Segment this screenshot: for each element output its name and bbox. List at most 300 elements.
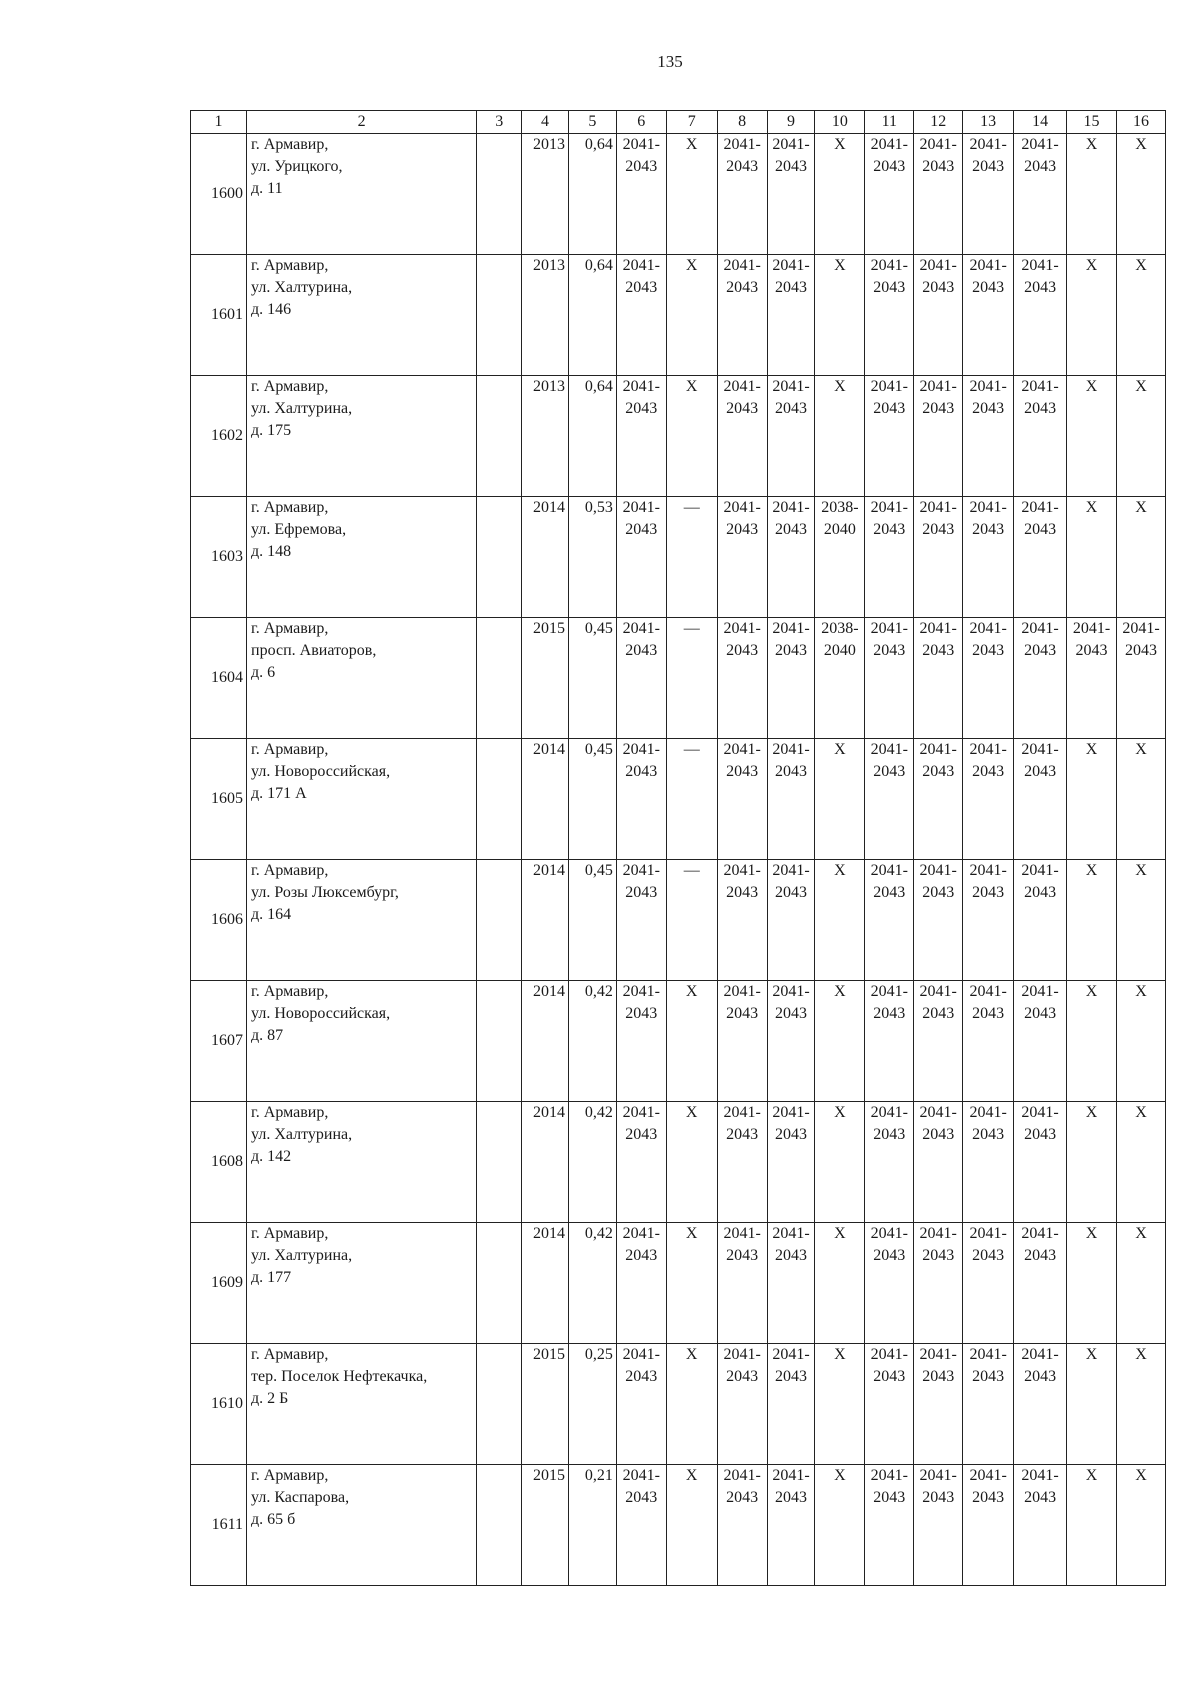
cell-c3 — [477, 1344, 522, 1465]
cell-line: X — [1135, 257, 1147, 274]
cell-line: 2041- — [969, 741, 1007, 758]
column-number-row — [191, 111, 1166, 134]
cell-line: д. 164 — [251, 906, 292, 923]
cell-c11 — [865, 1102, 914, 1223]
cell-line: X — [834, 1225, 846, 1242]
cell-line: 2041- — [1021, 1467, 1059, 1484]
cell-line: 2041- — [723, 1104, 761, 1121]
cell-c6 — [616, 376, 666, 497]
cell-c15 — [1067, 134, 1117, 255]
cell-c9 — [767, 860, 815, 981]
cell-line: 2043 — [1024, 1126, 1057, 1143]
cell-c13 — [963, 1465, 1014, 1586]
cell-line: 2041- — [772, 136, 810, 153]
cell-line: 2043 — [972, 642, 1005, 659]
cell-line: X — [834, 1467, 846, 1484]
cell-line: 2041- — [622, 257, 660, 274]
cell-line: X — [1135, 862, 1147, 879]
cell-c15 — [1067, 1465, 1117, 1586]
cell-line: X — [1085, 136, 1098, 153]
address-cell — [247, 1344, 477, 1465]
address-cell — [247, 618, 477, 739]
row-number-cell: 1603 — [191, 497, 247, 618]
cell-line: 2041- — [622, 620, 660, 637]
cell-line: г. Армавир, — [251, 257, 329, 274]
cell-line: 2041- — [723, 136, 761, 153]
cell-line: 2043 — [625, 1005, 658, 1022]
cell-line: ул. Халтурина, — [251, 400, 353, 417]
cell-c9 — [767, 1102, 815, 1223]
cell-c11 — [865, 1465, 914, 1586]
cell-c11 — [865, 739, 914, 860]
cell-line: 2041- — [723, 983, 761, 1000]
cell-c9 — [767, 134, 815, 255]
table-row — [191, 1223, 1166, 1344]
cell-c4: 2014 — [522, 739, 569, 860]
cell-c7 — [666, 981, 717, 1102]
cell-line: 2043 — [1024, 1368, 1057, 1385]
cell-line: д. 148 — [251, 543, 292, 560]
row-number-cell: 1604 — [191, 618, 247, 739]
cell-c6 — [616, 860, 666, 981]
cell-line: 2043 — [625, 1247, 658, 1264]
cell-c8 — [717, 134, 767, 255]
cell-line: 2041- — [772, 1225, 810, 1242]
cell-line: ул. Ефремова, — [251, 521, 347, 538]
cell-line: д. 171 А — [251, 785, 307, 802]
cell-line: 2041- — [622, 1467, 660, 1484]
cell-line: 2041- — [1021, 983, 1059, 1000]
cell-c10 — [815, 1344, 865, 1465]
cell-c6 — [616, 1102, 666, 1223]
cell-line: 2041- — [919, 378, 957, 395]
cell-line: 2043 — [1024, 1489, 1057, 1506]
cell-line: 2043 — [922, 279, 955, 296]
cell-line: 2043 — [625, 1368, 658, 1385]
cell-line: ул. Новороссийская, — [251, 763, 391, 780]
address-cell — [247, 497, 477, 618]
cell-c4: 2015 — [522, 1465, 569, 1586]
cell-line: 2043 — [873, 1368, 906, 1385]
cell-c6 — [616, 981, 666, 1102]
cell-line: ул. Розы Люксембург, — [251, 884, 399, 901]
cell-line: 2041- — [969, 620, 1007, 637]
cell-c9 — [767, 255, 815, 376]
cell-line: 2043 — [873, 1126, 906, 1143]
cell-line: X — [685, 136, 698, 153]
cell-line: 2043 — [922, 1247, 955, 1264]
cell-line: X — [1085, 1346, 1098, 1363]
cell-c9 — [767, 497, 815, 618]
cell-line: 2041- — [969, 1346, 1007, 1363]
cell-line: 2041- — [723, 862, 761, 879]
cell-line: г. Армавир, — [251, 136, 329, 153]
cell-line: X — [1135, 1346, 1147, 1363]
cell-line: 2043 — [726, 1368, 759, 1385]
cell-line: X — [685, 1225, 698, 1242]
cell-c8 — [717, 497, 767, 618]
cell-c14 — [1014, 497, 1067, 618]
cell-c13 — [963, 1344, 1014, 1465]
cell-c11 — [865, 981, 914, 1102]
cell-c14 — [1014, 860, 1067, 981]
cell-line: д. 146 — [251, 301, 292, 318]
cell-line: 2043 — [625, 884, 658, 901]
cell-c3 — [477, 255, 522, 376]
cell-c11 — [865, 618, 914, 739]
cell-line: 2043 — [972, 1126, 1005, 1143]
cell-c13 — [963, 1102, 1014, 1223]
row-number-cell: 1608 — [191, 1102, 247, 1223]
column-header-9: 9 — [767, 111, 815, 134]
cell-c16 — [1116, 255, 1165, 376]
cell-c15 — [1067, 860, 1117, 981]
cell-line: 2041- — [1122, 620, 1160, 637]
page-number: 135 — [657, 52, 683, 71]
cell-line: 2043 — [726, 1489, 759, 1506]
cell-line: 2041- — [723, 741, 761, 758]
cell-c7 — [666, 1223, 717, 1344]
cell-line: 2041- — [1021, 1104, 1059, 1121]
cell-c3 — [477, 860, 522, 981]
cell-line: 2043 — [972, 158, 1005, 175]
cell-line: 2043 — [726, 400, 759, 417]
cell-line: 2043 — [1024, 1247, 1057, 1264]
cell-c15 — [1067, 739, 1117, 860]
address-cell — [247, 739, 477, 860]
table-row — [191, 739, 1166, 860]
cell-c4: 2013 — [522, 376, 569, 497]
cell-line: 2041- — [1021, 620, 1059, 637]
address-cell — [247, 255, 477, 376]
cell-line: 2043 — [922, 1005, 955, 1022]
cell-c6 — [616, 255, 666, 376]
cell-line: г. Армавир, — [251, 741, 329, 758]
cell-c6 — [616, 134, 666, 255]
cell-c7 — [666, 739, 717, 860]
row-number-cell: 1609 — [191, 1223, 247, 1344]
cell-c8 — [717, 1223, 767, 1344]
cell-c16 — [1116, 376, 1165, 497]
cell-line: 2041- — [772, 741, 810, 758]
cell-line: 2043 — [726, 763, 759, 780]
cell-c3 — [477, 739, 522, 860]
cell-line: ул. Каспарова, — [251, 1489, 350, 1506]
cell-c12 — [914, 376, 963, 497]
cell-line: 2041- — [772, 378, 810, 395]
cell-c16 — [1116, 497, 1165, 618]
column-header-15: 15 — [1067, 111, 1117, 134]
cell-c16 — [1116, 739, 1165, 860]
cell-c16 — [1116, 134, 1165, 255]
cell-line: 2043 — [625, 521, 658, 538]
cell-c3 — [477, 618, 522, 739]
cell-line: X — [834, 741, 846, 758]
cell-c7 — [666, 618, 717, 739]
cell-line: 2043 — [873, 1489, 906, 1506]
cell-line: 2043 — [972, 521, 1005, 538]
cell-c5: 0,42 — [568, 1102, 616, 1223]
cell-line: X — [1135, 1467, 1147, 1484]
cell-line: 2041- — [1021, 1346, 1059, 1363]
cell-line: 2043 — [775, 158, 808, 175]
cell-line: X — [685, 1104, 698, 1121]
cell-c16 — [1116, 1102, 1165, 1223]
cell-line: 2043 — [1024, 400, 1057, 417]
cell-line: 2043 — [922, 158, 955, 175]
cell-c7 — [666, 1102, 717, 1223]
cell-line: 2043 — [873, 763, 906, 780]
cell-c11 — [865, 1344, 914, 1465]
cell-line: 2038- — [821, 620, 859, 637]
cell-c15 — [1067, 1102, 1117, 1223]
cell-line: 2043 — [972, 279, 1005, 296]
cell-c8 — [717, 1465, 767, 1586]
cell-line: 2043 — [775, 884, 808, 901]
table-row — [191, 1102, 1166, 1223]
cell-line: 2043 — [775, 1489, 808, 1506]
cell-line: 2043 — [873, 884, 906, 901]
cell-line: X — [1085, 1225, 1098, 1242]
cell-line: X — [1085, 983, 1098, 1000]
cell-line: 2043 — [1024, 279, 1057, 296]
cell-line: 2041- — [622, 136, 660, 153]
cell-line: 2040 — [823, 642, 856, 659]
cell-line: X — [1135, 1225, 1147, 1242]
cell-c14 — [1014, 1223, 1067, 1344]
cell-line: X — [834, 378, 846, 395]
cell-line: 2041- — [919, 1225, 957, 1242]
cell-line: 2043 — [972, 884, 1005, 901]
cell-line: 2041- — [870, 378, 908, 395]
cell-line: 2041- — [1021, 136, 1059, 153]
cell-c13 — [963, 497, 1014, 618]
cell-line: 2041- — [1021, 1225, 1059, 1242]
cell-line: X — [1135, 499, 1147, 516]
cell-line: 2041- — [622, 983, 660, 1000]
column-header-8: 8 — [717, 111, 767, 134]
cell-line: 2041- — [919, 862, 957, 879]
cell-line: 2041- — [1021, 378, 1059, 395]
cell-line: 2043 — [1124, 642, 1157, 659]
cell-c9 — [767, 1223, 815, 1344]
cell-c5: 0,64 — [568, 376, 616, 497]
cell-line: 2041- — [772, 257, 810, 274]
cell-line: 2043 — [1024, 763, 1057, 780]
cell-line: просп. Авиаторов, — [251, 642, 377, 659]
column-header-10: 10 — [815, 111, 865, 134]
cell-line: 2043 — [873, 642, 906, 659]
table-row — [191, 497, 1166, 618]
cell-line: д. 65 б — [251, 1511, 296, 1528]
cell-c12 — [914, 1102, 963, 1223]
cell-c13 — [963, 255, 1014, 376]
cell-c4: 2014 — [522, 1223, 569, 1344]
cell-line: X — [1085, 257, 1098, 274]
cell-line: 2041- — [870, 983, 908, 1000]
cell-c13 — [963, 618, 1014, 739]
row-number-cell: 1611 — [191, 1465, 247, 1586]
cell-line: 2043 — [922, 400, 955, 417]
cell-c9 — [767, 1344, 815, 1465]
cell-line: 2041- — [1021, 741, 1059, 758]
cell-line: — — [683, 499, 700, 516]
cell-c8 — [717, 981, 767, 1102]
table-row — [191, 981, 1166, 1102]
cell-line: X — [834, 136, 846, 153]
cell-line: 2043 — [726, 1247, 759, 1264]
row-number-cell: 1606 — [191, 860, 247, 981]
cell-c12 — [914, 497, 963, 618]
table-body — [191, 111, 1166, 1586]
cell-c12 — [914, 860, 963, 981]
cell-line: 2041- — [723, 378, 761, 395]
cell-c14 — [1014, 134, 1067, 255]
cell-line: 2041- — [870, 1225, 908, 1242]
address-cell — [247, 376, 477, 497]
cell-line: 2041- — [969, 136, 1007, 153]
cell-line: ул. Новороссийская, — [251, 1005, 391, 1022]
cell-line: 2041- — [969, 378, 1007, 395]
cell-line: 2043 — [726, 884, 759, 901]
cell-line: д. 142 — [251, 1148, 292, 1165]
cell-c9 — [767, 981, 815, 1102]
cell-c8 — [717, 376, 767, 497]
cell-c12 — [914, 1344, 963, 1465]
cell-c4: 2015 — [522, 1344, 569, 1465]
column-header-2: 2 — [247, 111, 477, 134]
cell-line: 2043 — [873, 1247, 906, 1264]
cell-c8 — [717, 255, 767, 376]
cell-line: 2043 — [1024, 884, 1057, 901]
cell-line: 2043 — [1024, 1005, 1057, 1022]
cell-c5: 0,64 — [568, 134, 616, 255]
cell-line: 2043 — [1024, 642, 1057, 659]
cell-c16 — [1116, 1344, 1165, 1465]
table-row — [191, 376, 1166, 497]
cell-line: ул. Урицкого, — [251, 158, 343, 175]
cell-line: 2043 — [1024, 158, 1057, 175]
cell-c7 — [666, 134, 717, 255]
cell-c3 — [477, 497, 522, 618]
cell-line: X — [1085, 741, 1098, 758]
cell-line: г. Армавир, — [251, 1467, 329, 1484]
cell-line: X — [685, 1346, 698, 1363]
cell-line: 2041- — [622, 1225, 660, 1242]
cell-line: 2041- — [1021, 499, 1059, 516]
table-row — [191, 1465, 1166, 1586]
cell-c14 — [1014, 618, 1067, 739]
cell-c6 — [616, 497, 666, 618]
cell-line: 2043 — [972, 400, 1005, 417]
cell-c10 — [815, 376, 865, 497]
housing-register-table — [190, 110, 1166, 1586]
column-header-7: 7 — [666, 111, 717, 134]
cell-line: 2041- — [622, 378, 660, 395]
cell-line: г. Армавир, — [251, 620, 329, 637]
cell-c4: 2015 — [522, 618, 569, 739]
cell-c12 — [914, 1465, 963, 1586]
table-row — [191, 618, 1166, 739]
cell-line: X — [834, 1346, 846, 1363]
cell-line: ул. Халтурина, — [251, 1126, 353, 1143]
cell-line: 2041- — [870, 136, 908, 153]
cell-c14 — [1014, 981, 1067, 1102]
cell-line: 2043 — [972, 1368, 1005, 1385]
row-number-cell: 1605 — [191, 739, 247, 860]
column-header-5: 5 — [568, 111, 616, 134]
cell-c8 — [717, 739, 767, 860]
table-row — [191, 134, 1166, 255]
cell-line: 2043 — [625, 1489, 658, 1506]
cell-c15 — [1067, 981, 1117, 1102]
cell-c10 — [815, 497, 865, 618]
cell-line: д. 175 — [251, 422, 292, 439]
cell-c11 — [865, 255, 914, 376]
cell-c3 — [477, 376, 522, 497]
row-number-cell: 1601 — [191, 255, 247, 376]
cell-c15 — [1067, 376, 1117, 497]
cell-c15 — [1067, 255, 1117, 376]
cell-line: X — [1085, 378, 1098, 395]
cell-c3 — [477, 981, 522, 1102]
cell-line: X — [834, 1104, 846, 1121]
row-number-cell: 1602 — [191, 376, 247, 497]
cell-line: 2043 — [873, 279, 906, 296]
cell-line: 2043 — [625, 279, 658, 296]
cell-c11 — [865, 497, 914, 618]
cell-c11 — [865, 376, 914, 497]
cell-line: 2041- — [969, 499, 1007, 516]
address-cell — [247, 1102, 477, 1223]
cell-line: 2041- — [969, 1225, 1007, 1242]
cell-line: 2041- — [969, 862, 1007, 879]
cell-c13 — [963, 376, 1014, 497]
cell-line: 2041- — [969, 1104, 1007, 1121]
cell-line: 2043 — [873, 1005, 906, 1022]
cell-c11 — [865, 134, 914, 255]
cell-c5: 0,42 — [568, 1223, 616, 1344]
cell-line: 2041- — [919, 1346, 957, 1363]
cell-line: 2043 — [873, 400, 906, 417]
cell-line: 2043 — [775, 400, 808, 417]
cell-line: X — [685, 378, 698, 395]
row-number-cell: 1600 — [191, 134, 247, 255]
cell-line: X — [1085, 1467, 1098, 1484]
cell-c6 — [616, 1223, 666, 1344]
cell-c10 — [815, 981, 865, 1102]
cell-c8 — [717, 1102, 767, 1223]
cell-c4: 2014 — [522, 860, 569, 981]
cell-line: 2041- — [622, 499, 660, 516]
cell-line: 2043 — [625, 642, 658, 659]
cell-c7 — [666, 497, 717, 618]
cell-c11 — [865, 860, 914, 981]
cell-line: 2041- — [919, 1467, 957, 1484]
column-header-3: 3 — [477, 111, 522, 134]
cell-c5: 0,53 — [568, 497, 616, 618]
cell-line: 2043 — [922, 1489, 955, 1506]
cell-line: 2043 — [873, 521, 906, 538]
cell-line: X — [1135, 983, 1147, 1000]
cell-c4: 2014 — [522, 981, 569, 1102]
cell-line: X — [1135, 1104, 1147, 1121]
cell-line: 2041- — [723, 620, 761, 637]
cell-c15 — [1067, 497, 1117, 618]
cell-line: 2043 — [922, 884, 955, 901]
cell-line: 2041- — [919, 620, 957, 637]
cell-line: X — [685, 983, 698, 1000]
